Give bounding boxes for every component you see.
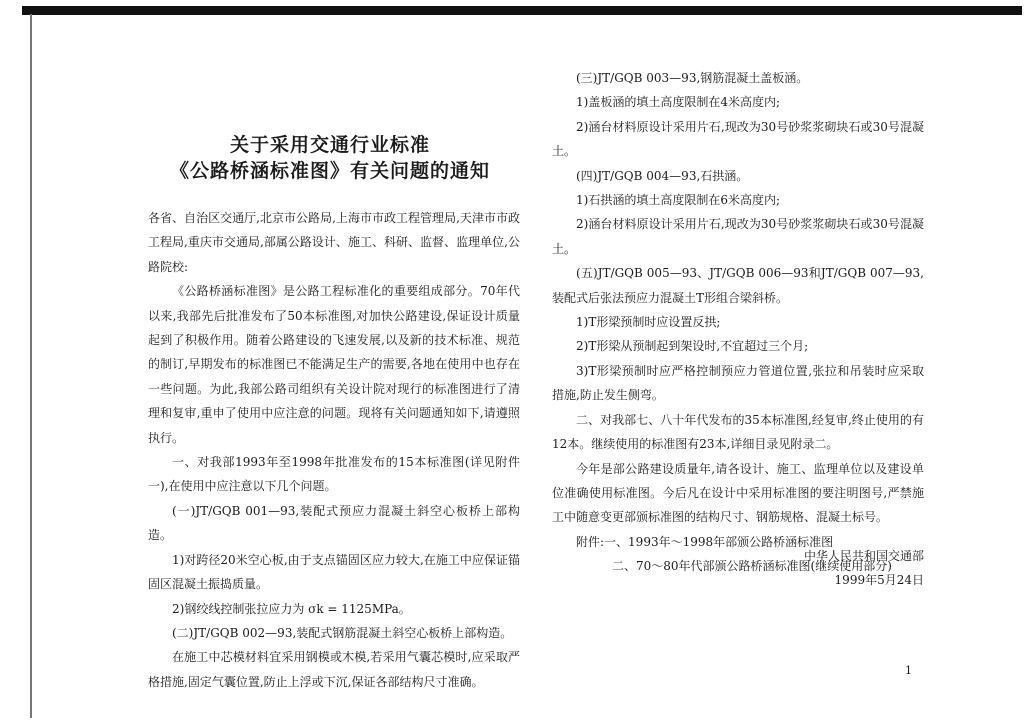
paragraph: 1)对跨径20米空心板,由于支点锚固区应力较大,在施工中应保证锚固区混凝土振捣质量。 — [148, 552, 520, 592]
signature-date: 1999年5月24日 — [834, 573, 924, 587]
paragraph: 1)盖板涵的填土高度限制在4米高度内; — [576, 95, 780, 110]
paragraph: (二)JT/GQB 002—93,装配式钢筋混凝土斜空心板桥上部构造。 — [172, 625, 513, 640]
paragraph: 二、对我部七、八十年代发布的35本标准图,经复审,终止使用的有12本。继续使用的标准图有23本,详细目录见附录二。 — [552, 412, 924, 452]
document-title-line2: 《公路桥涵标准图》有关问题的通知 — [169, 160, 490, 182]
scan-top-border — [22, 6, 1022, 15]
left-column — [148, 206, 520, 694]
paragraph: (四)JT/GQB 004—93,石拱涵。 — [576, 168, 749, 183]
right-column — [552, 66, 924, 579]
paragraph: 一、对我部1993年至1998年批准发布的15本标准图(详见附件一),在使用中应注意以下几个问题。 — [148, 455, 520, 494]
paragraph: 1)石拱涵的填土高度限制在6米高度内; — [576, 193, 780, 208]
paragraph: 今年是部公路建设质量年,请各设计、施工、监理单位以及建设单位准确使用标准图。今后凡在设计中采用标准图的要注明图号,严禁施工中随意变更部颁标准图的结构尺寸、钢筋规格、混凝土标号。 — [552, 461, 924, 525]
paragraph: 《公路桥涵标准图》是公路工程标准化的重要组成部分。70年代以来,我部先后批准发布了50本标准图,对加快公路建设,保证设计质量起到了积极作用。随着公路建设的飞速发展,以及新的技术标准、规范的制订,早期发布的标准图已不能满足生产的需要,各地在使用中也存在一些问题。为此,我部公路司组织有关设计院对现行的标准图进行了清理和复审,重申了使用中应注意的问题。现将有关问题通知如下,请遵照执行。 — [148, 284, 520, 445]
paragraph: 2)钢绞线控制张拉应力为 σk = 1125MPa。 — [172, 601, 411, 616]
signature-org: 中华人民共和国交通部 — [803, 549, 924, 563]
paragraph: (三)JT/GQB 003—93,钢筋混凝土盖板涵。 — [576, 71, 809, 85]
attachment-line: 二、70～80年代部颁公路桥涵标准图(继续使用部分) — [612, 559, 892, 574]
paragraph: 3)T形梁预制时应严格控制预应力管道位置,张拉和吊装时应采取措施,防止发生侧弯。 — [552, 363, 924, 403]
paragraph: 2)涵台材料原设计采用片石,现改为30号砂浆浆砌块石或30号混凝土。 — [552, 119, 924, 159]
paragraph: 2)T形梁从预制起到架设时,不宜超过三个月; — [576, 339, 809, 354]
attachment-line: 附件:一、1993年～1998年部颁公路桥涵标准图 — [576, 534, 834, 549]
scan-left-edge — [30, 14, 32, 718]
document-title-line1: 关于采用交通行业标准 — [229, 134, 430, 156]
page-number: 1 — [905, 664, 912, 677]
paragraph: 1)T形梁预制时应设置反拱; — [576, 315, 721, 330]
paragraph: (一)JT/GQB 001—93,装配式预应力混凝土斜空心板桥上部构造。 — [148, 503, 520, 543]
paragraph: 2)涵台材料原设计采用片石,现改为30号砂浆浆砌块石或30号混凝土。 — [552, 217, 924, 256]
paragraph: 各省、自治区交通厅,北京市公路局,上海市市政工程管理局,天津市市政工程局,重庆市交通局,部属公路设计、施工、科研、监督、监理单位,公路院校: — [148, 211, 520, 274]
paragraph: (五)JT/GQB 005—93、JT/GQB 006—93和JT/GQB 007—93,装配式后张法预应力混凝土T形组合梁斜桥。 — [552, 266, 924, 305]
paragraph: 在施工中芯模材料宜采用钢模或木模,若采用气囊芯模时,应采取严格措施,固定气囊位置,防止上浮或下沉,保证各部结构尺寸准确。 — [148, 650, 520, 689]
